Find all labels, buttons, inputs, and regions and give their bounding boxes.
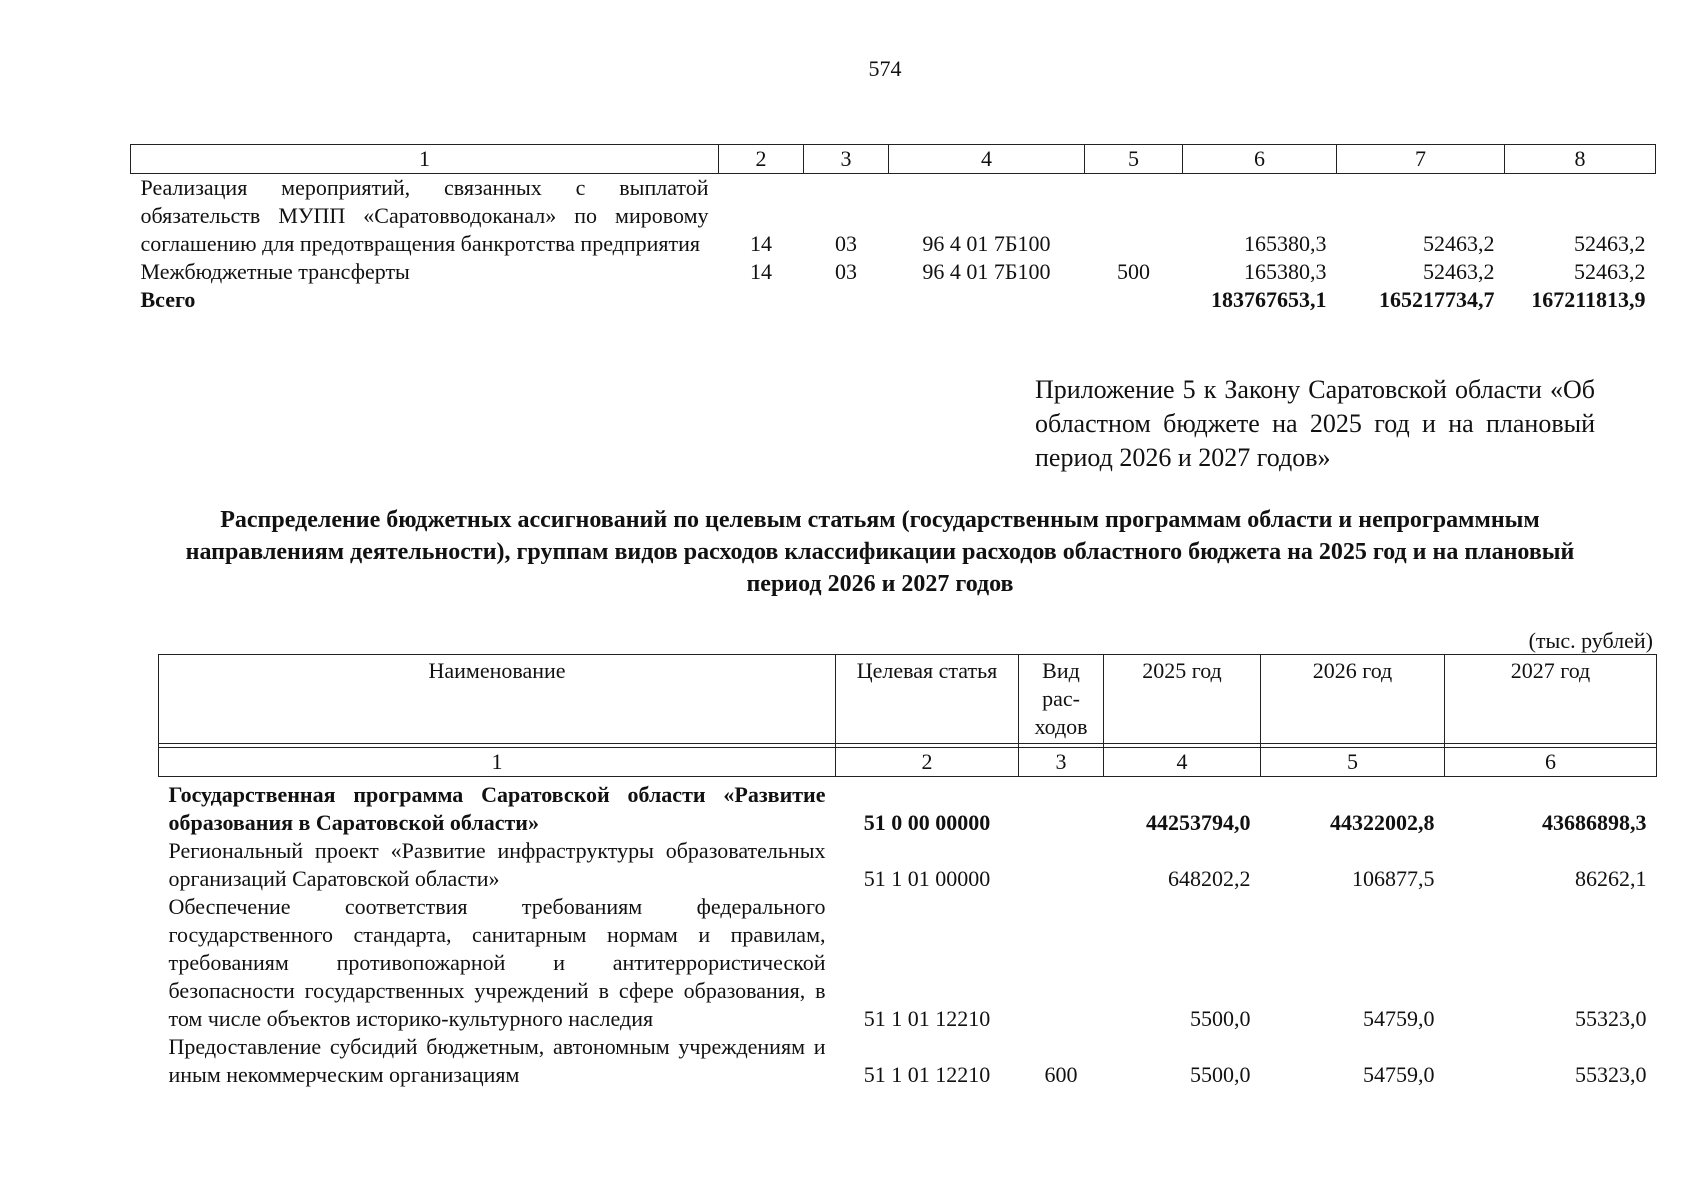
table-row	[159, 777, 1657, 838]
row-target-article: 51 0 00 00000	[863, 810, 991, 835]
units-label: (тыс. рублей)	[1528, 628, 1653, 653]
row-target-article	[889, 286, 1085, 314]
header-year-2026: 2026 год	[1261, 655, 1445, 744]
table1-header-cell: 2	[719, 145, 804, 174]
table1-header-cell: 1	[131, 145, 719, 174]
table1-header-cell: 7	[1337, 145, 1505, 174]
row-expense-type	[1019, 837, 1104, 893]
table-row	[131, 174, 1656, 259]
table1-header-cell: 3	[804, 145, 889, 174]
row-value-2025: 5500,0	[1190, 1062, 1251, 1087]
row-value-2026: 54759,0	[1363, 1062, 1435, 1087]
table-row	[159, 893, 1657, 1033]
row-value-3: 52463,2	[1574, 259, 1646, 284]
appendix-note: Приложение 5 к Закону Саратовской области «Об областном бюджете на 2025 год и на плановый период 2026 и 2027 годов»	[1035, 375, 1595, 472]
table-row	[131, 258, 1656, 286]
total-label: Всего	[140, 287, 196, 312]
header-target-article: Целевая статья	[836, 655, 1019, 744]
row-value-2026: 54759,0	[1363, 1006, 1435, 1031]
row-target-article: 51 1 01 12210	[863, 1006, 991, 1031]
column-number: 4	[1104, 748, 1261, 777]
row-target-article: 96 4 01 7Б100	[922, 231, 1051, 256]
header-year-2027: 2027 год	[1445, 655, 1657, 744]
row-name: Государственная программа Саратовской области «Развитие образования в Саратовской области»	[168, 782, 826, 835]
row-expense-type: 600	[1044, 1062, 1078, 1087]
row-target-article: 51 1 01 00000	[863, 866, 991, 891]
document-title: Распределение бюджетных ассигнований по целевым статьям (государственным программам области и непрограммным направлениям деятельности), группам видов расходов классификации расходов областного бюджета на 2025 год и на плановый период 2026 и 2027 годов	[185, 507, 1575, 597]
row-value-2026: 106877,5	[1352, 866, 1435, 891]
total-value-2: 165217734,7	[1379, 287, 1495, 312]
row-value-2025: 44253794,0	[1146, 810, 1251, 835]
table-row	[159, 1033, 1657, 1089]
row-value-2027: 86262,1	[1575, 866, 1647, 891]
row-value-2: 52463,2	[1423, 259, 1495, 284]
row-subsection: 03	[835, 231, 857, 256]
row-value-2: 52463,2	[1423, 231, 1495, 256]
row-expense-type: 500	[1117, 259, 1150, 284]
row-subsection: 03	[835, 259, 857, 284]
table1-header-cell: 8	[1505, 145, 1656, 174]
row-expense-type	[1019, 893, 1104, 1033]
total-value-1: 183767653,1	[1211, 287, 1327, 312]
row-expense-type	[1019, 777, 1104, 838]
row-value-1: 165380,3	[1244, 259, 1327, 284]
row-value-2027: 43686898,3	[1542, 810, 1647, 835]
row-target-article: 51 1 01 12210	[863, 1062, 991, 1087]
column-number: 1	[159, 748, 836, 777]
row-name: Реализация мероприятий, связанных с выплатой обязательств МУПП «Саратовводоканал» по мировому соглашению для предотвращения банкротства предприятия	[140, 175, 709, 256]
row-value-1: 165380,3	[1244, 231, 1327, 256]
header-year-2025: 2025 год	[1104, 655, 1261, 744]
row-value-2027: 55323,0	[1575, 1006, 1647, 1031]
row-value-2025: 5500,0	[1190, 1006, 1251, 1031]
budget-allocation-table	[158, 654, 1657, 1089]
header-expense-type: Вид рас-ходов	[1019, 655, 1104, 744]
header-name: Наименование	[159, 655, 836, 744]
table1-header-cell: 5	[1085, 145, 1183, 174]
row-value-2027: 55323,0	[1575, 1062, 1647, 1087]
table1-column-numbers	[131, 145, 1656, 174]
column-number: 3	[1019, 748, 1104, 777]
column-number: 2	[836, 748, 1019, 777]
table1-header-cell: 4	[889, 145, 1085, 174]
row-section	[719, 286, 804, 314]
row-name: Предоставление субсидий бюджетным, автономным учреждениям и иным некоммерческим организациям	[168, 1034, 826, 1087]
total-row	[131, 286, 1656, 314]
table2-column-numbers	[159, 748, 1657, 777]
row-section: 14	[750, 231, 772, 256]
row-target-article: 96 4 01 7Б100	[922, 259, 1051, 284]
page-number: 574	[868, 56, 902, 81]
row-subsection	[804, 286, 889, 314]
budget-table-continuation	[130, 144, 1656, 314]
row-expense-type	[1085, 286, 1183, 314]
table-row	[159, 837, 1657, 893]
row-name: Межбюджетные трансферты	[140, 259, 410, 284]
row-section: 14	[750, 259, 772, 284]
row-value-3: 52463,2	[1574, 231, 1646, 256]
table1-header-cell: 6	[1183, 145, 1337, 174]
column-number: 6	[1445, 748, 1657, 777]
table2-header-row	[159, 655, 1657, 744]
row-value-2026: 44322002,8	[1330, 810, 1435, 835]
row-name: Обеспечение соответствия требованиям федерального государственного стандарта, санитарным нормам и правилам, требованиям противопожарной и антитеррористической безопасности государственных учреждений в сфере образования, в том числе объектов историко-культурного наследия	[168, 894, 826, 1031]
row-expense-type	[1085, 174, 1183, 259]
column-number: 5	[1261, 748, 1445, 777]
row-name: Региональный проект «Развитие инфраструктуры образовательных организаций Саратовской области»	[168, 838, 826, 891]
row-value-2025: 648202,2	[1168, 866, 1251, 891]
total-value-3: 167211813,9	[1531, 287, 1646, 312]
